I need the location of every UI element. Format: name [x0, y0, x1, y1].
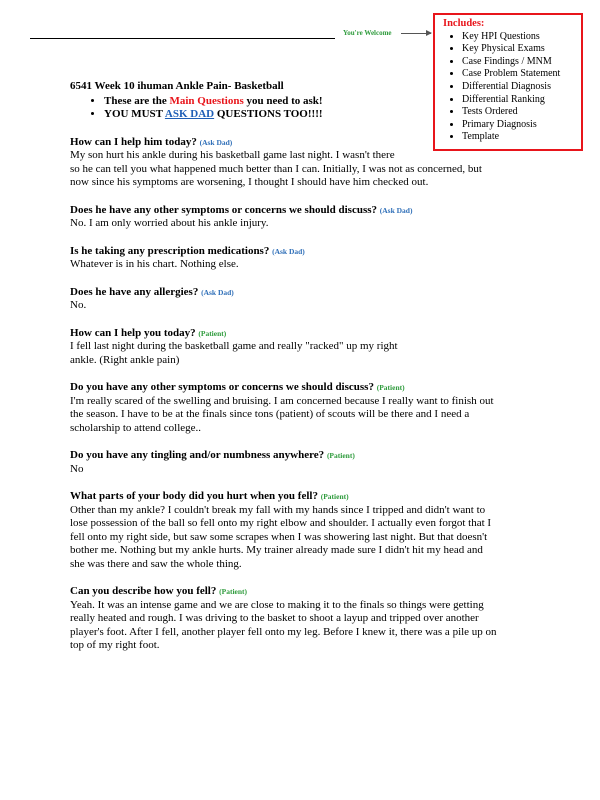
patient-tag: (Patient) [376, 383, 405, 392]
includes-item: • Key HPI Questions [462, 31, 581, 44]
qa-item [70, 490, 545, 571]
ask-dad-link[interactable]: ASK DAD [164, 108, 215, 120]
intro-bullet-ask-dad [104, 108, 545, 122]
intro-bullet-main-questions [104, 95, 545, 109]
ask-dad-tag: (Ask Dad) [272, 246, 305, 256]
main-questions-highlight: Main Questions [169, 94, 244, 107]
qa-item [70, 136, 545, 190]
qa-item [70, 327, 545, 368]
question [70, 327, 545, 341]
bullet-text: These are the [104, 94, 170, 107]
qa-item [70, 585, 545, 653]
answer: Other than my ankle? I couldn't break my fall with my hands since I tripped and didn't want to lose possession of the ball so fell onto my right elbow and shoulder. I actually even forgot that I fell onto my right side, but saw some scrapes when I was showering last night. But that doesn't bother me. Nothing but my ankle hurts. My trainer already made sure I didn't hit my head and she was there and saw the whole thing. [70, 503, 492, 570]
bullet-text: YOU MUST [104, 108, 165, 120]
ask-dad-tag: (Ask Dad) [379, 205, 413, 215]
question-text: How can I help you today? [70, 326, 196, 339]
intro-bullets [70, 95, 545, 122]
question [70, 585, 545, 599]
includes-item: • Case Findings / MNM [462, 56, 581, 69]
bullet-text: QUESTIONS TOO!!!! [214, 108, 323, 120]
welcome-text: You're Welcome [343, 29, 392, 37]
bullet-text: you need to ask! [243, 94, 323, 107]
patient-tag: (Patient) [219, 587, 248, 596]
question [70, 490, 545, 504]
question-text: Do you have any other symptoms or concerns we should discuss? [70, 381, 374, 393]
qa-item [70, 245, 545, 272]
answer: My son hurt his ankle during his basketball game last night. I wasn't there so he can tell you what happened much better than I can. Initially, I was not as concerned, but now since his symptoms are worsening, I thought I should have him checked out. [70, 149, 482, 188]
patient-tag: (Patient) [320, 492, 349, 501]
arrow-right-icon [401, 33, 431, 34]
question [70, 381, 545, 395]
includes-item: • Primary Diagnosis [462, 119, 581, 132]
includes-item: • Differential Diagnosis [462, 81, 581, 94]
answer: No. I am only worried about his ankle injury. [70, 217, 269, 229]
answer: Yeah. It was an intense game and we are close to making it to the finals so things were getting really heated and rough. I was driving to the basket to shoot a layup and tripped over another player's foot. After I fell, another player fell onto my leg. Before I knew it, there was a pile up on top of my right foot. [70, 598, 497, 651]
document-body [70, 80, 545, 653]
patient-tag: (Patient) [198, 328, 227, 338]
question [70, 286, 545, 300]
qa-item [70, 204, 545, 231]
answer: No. [70, 299, 87, 311]
patient-tag: (Patient) [326, 451, 355, 460]
question-text: Does he have any allergies? [70, 285, 199, 298]
answer: No [70, 462, 84, 475]
includes-item: • Case Problem Statement [462, 68, 581, 81]
qa-item [70, 286, 545, 313]
question [70, 449, 545, 463]
question-text: How can I help him today? [70, 135, 197, 148]
question-text: Do you have any tingling and/or numbness anywhere? [70, 449, 325, 461]
question-text: What parts of your body did you hurt when you fell? [70, 490, 318, 502]
page-title: 6541 Week 10 ihuman Ankle Pain- Basketball [70, 80, 284, 92]
includes-item: • Key Physical Exams [462, 43, 581, 56]
question-text: Is he taking any prescription medications? [70, 244, 270, 257]
includes-item: • Template [462, 131, 581, 144]
ask-dad-tag: (Ask Dad) [199, 137, 233, 147]
includes-item: • Differential Ranking [462, 94, 581, 107]
qa-item [70, 449, 545, 476]
answer: I fell last night during the basketball game and really "racked" up my right ankle. (Right ankle pain) [70, 340, 398, 366]
includes-item: • Tests Ordered [462, 106, 581, 119]
question [70, 245, 545, 259]
question [70, 136, 545, 150]
qa-item [70, 381, 545, 435]
answer: I'm really scared of the swelling and bruising. I am concerned because I really want to finish out the season. I have to be at the finals since tons (patient) of scouts will be there and I need a scholarship to attend college.. [70, 394, 494, 434]
question-text: Does he have any other symptoms or concerns we should discuss? [70, 203, 378, 216]
header-rule [30, 38, 335, 39]
question [70, 204, 545, 218]
answer: Whatever is in his chart. Nothing else. [70, 258, 239, 270]
question-text: Can you describe how you fell? [70, 585, 217, 597]
ask-dad-tag: (Ask Dad) [201, 287, 234, 297]
includes-title: Includes: [443, 18, 485, 29]
